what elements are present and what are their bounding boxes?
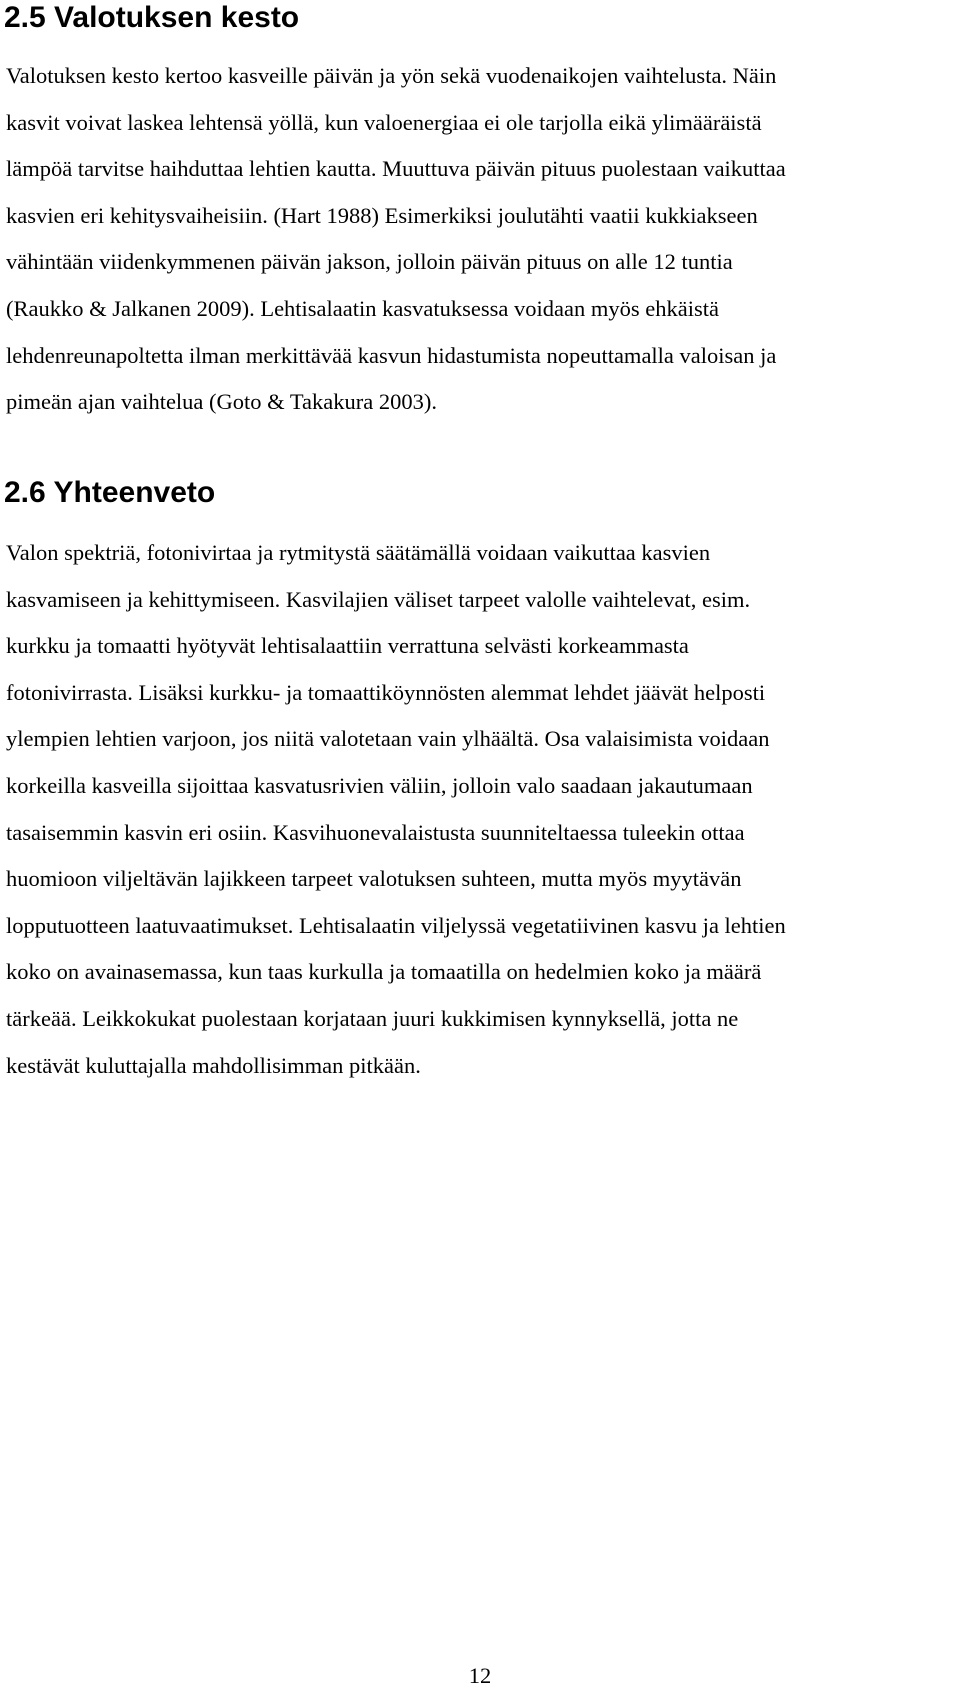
section-heading-valotuksen-kesto: 2.5 Valotuksen kesto — [4, 1, 300, 34]
paragraph-line: korkeilla kasveilla sijoittaa kasvatusrivien väliin, jolloin valo saadaan jakautumaan — [6, 772, 753, 798]
paragraph-line: koko on avainasemassa, kun taas kurkulla ja tomaatilla on hedelmien koko ja määrä — [6, 959, 762, 985]
paragraph-line: huomioon viljeltävän lajikkeen tarpeet valotuksen suhteen, mutta myös myytävän — [6, 866, 742, 892]
paragraph-line: tärkeää. Leikkokukat puolestaan korjataan juuri kukkimisen kynnyksellä, jotta ne — [6, 1005, 739, 1031]
paragraph-line: tasaisemmin kasvin eri osiin. Kasvihuonevalaistusta suunniteltaessa tuleekin ottaa — [6, 819, 745, 845]
paragraph-line: kurkku ja tomaatti hyötyvät lehtisalaattiin verrattuna selvästi korkeammasta — [6, 633, 689, 659]
paragraph-line: (Raukko & Jalkanen 2009). Lehtisalaatin kasvatuksessa voidaan myös ehkäistä — [6, 295, 719, 321]
page-number: 12 — [468, 1663, 492, 1688]
paragraph-line: vähintään viidenkymmenen päivän jakson, jolloin päivän pituus on alle 12 tuntia — [6, 249, 733, 275]
paragraph-line: kasvamiseen ja kehittymiseen. Kasvilajien väliset tarpeet valolle vaihtelevat, esim. — [6, 586, 751, 612]
paragraph-line: lehdenreunapoltetta ilman merkittävää kasvun hidastumista nopeuttamalla valoisan ja — [6, 342, 777, 368]
paragraph-line: Valon spektriä, fotonivirtaa ja rytmitystä säätämällä voidaan vaikuttaa kasvien — [6, 540, 711, 565]
paragraph-line: fotonivirrasta. Lisäksi kurkku- ja tomaattiköynnösten alemmat lehdet jäävät helposti — [6, 679, 766, 705]
paragraph-line: kestävät kuluttajalla mahdollisimman pitkään. — [6, 1052, 421, 1078]
paragraph-line: pimeän ajan vaihtelua (Goto & Takakura 2003). — [6, 389, 437, 415]
paragraph-line: lopputuotteen laatuvaatimukset. Lehtisalaatin viljelyssä vegetatiivinen kasvu ja lehtien — [6, 912, 786, 938]
paragraph-yhteenveto — [6, 530, 956, 1089]
paragraph-line: Valotuksen kesto kertoo kasveille päivän ja yön sekä vuodenaikojen vaihtelusta. Näin — [6, 63, 777, 88]
paragraph-line: ylempien lehtien varjoon, jos niitä valotetaan vain ylhäältä. Osa valaisimista voidaan — [6, 726, 770, 752]
section-heading-yhteenveto: 2.6 Yhteenveto — [4, 476, 216, 509]
paragraph-line: kasvien eri kehitysvaiheisiin. (Hart 1988) Esimerkiksi joulutähti vaatii kukkiakseen — [6, 202, 758, 228]
paragraph-line: lämpöä tarvitse haihduttaa lehtien kautta. Muuttuva päivän pituus puolestaan vaikuttaa — [6, 156, 786, 182]
paragraph-valotuksen-kesto — [6, 53, 956, 426]
paragraph-line: kasvit voivat laskea lehtensä yöllä, kun valoenergiaa ei ole tarjolla eikä ylimääräistä — [6, 109, 762, 135]
